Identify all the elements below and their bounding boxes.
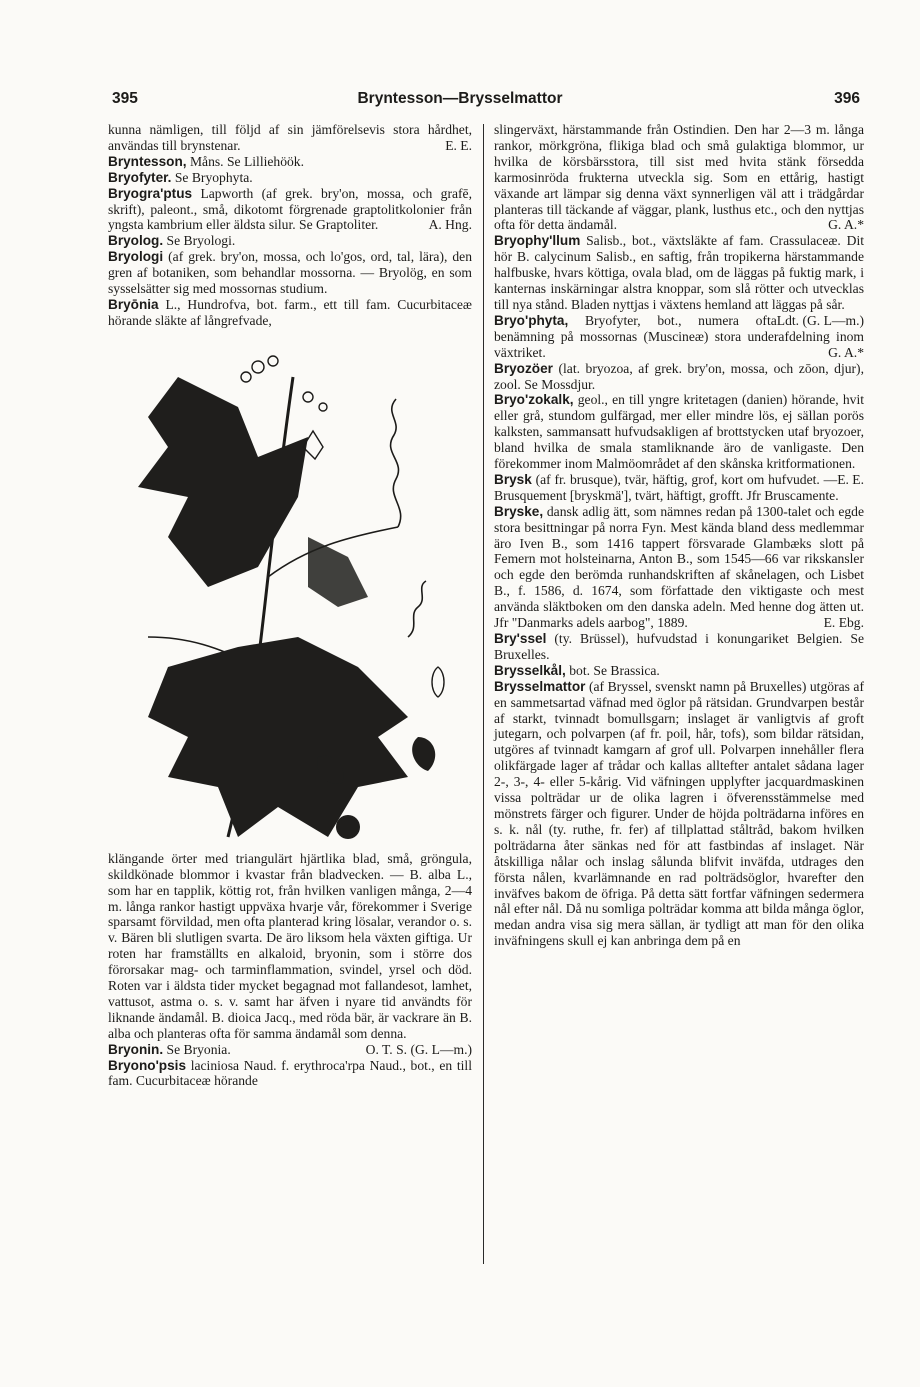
entry-text: (ty. Brüssel), hufvudstad i konungariket Belgien. Se Bruxelles. bbox=[494, 631, 864, 662]
headword: Bryophy'llum bbox=[494, 233, 581, 249]
bryonia-illustration bbox=[108, 337, 472, 847]
entry-text: laciniosa Naud. f. erythroca'rpa Naud., bot., en till fam. Cucurbitaceæ hörande bbox=[108, 1057, 472, 1089]
entry-bryske bbox=[494, 504, 864, 631]
headword: Brysk bbox=[494, 471, 532, 487]
entry-text: kunna nämligen, till följd af sin jämförelsevis stora hårdhet, användas till brynstenar. bbox=[108, 122, 472, 153]
headword: Bryologi bbox=[108, 249, 164, 265]
entry-text: (af fr. brusque), tvär, häftig, grof, kort om hufvudet. — Brusquement [bryskmä'], tvärt, häftigt, grofft. Jfr Bruscamente. bbox=[494, 471, 839, 503]
entry-text: (lat. bryozoa, af grek. bry'on, mossa, och zōon, djur), zool. Se Mossdjur. bbox=[494, 360, 864, 392]
entry-brysk bbox=[494, 472, 864, 504]
entry-text: Se Bryonia. bbox=[166, 1041, 231, 1057]
entry-text: Måns. Se Lilliehöök. bbox=[189, 153, 304, 169]
author-signature: G. A.* bbox=[828, 217, 864, 233]
entry-text: dansk adlig ätt, som nämnes redan på 1300-talet och egde stora besittningar på norra Fyn. Mest kända bland dess medlemmar äro Iven B., som 1416 tappert försvarade Glambæks slott på Femern mot holsteinarna, Anton B., som 1545—66 var rikskansler och egde den berömda runhandskriften af skånelagen, och Lisbet B., f. 1586, d. 1674, som författade den viktigaste och mest använda släktboken om den danska adeln. Med henne dog ätten ut. Jfr "Danmarks adels aarbog", 1889. bbox=[494, 503, 864, 631]
right-page-number: 396 bbox=[834, 90, 860, 107]
headword: Bry'ssel bbox=[494, 631, 547, 646]
entry-text: Bryofyter, bot., numera ofta benämning på mossornas (Muscineæ) stora underafdelning inom växtriket. bbox=[494, 312, 864, 360]
entry-text: geol., en till yngre kritetagen (danien) hörande, hvit eller grå, stundom gulfärgad, mer eller mindre lös, ej sällan porös kalksten, sammansatt hufvudsakligen af brottstycken utaf bryozoer, bland hvilka de smala stamliknande äro de vanligaste. Den förekommer inom Malmöområdet af den skånska kritformationen. bbox=[494, 392, 865, 472]
entry-bryograptus bbox=[108, 186, 472, 234]
running-head-title: Bryntesson—Brysselmattor bbox=[357, 90, 563, 107]
entry-bryssel bbox=[494, 631, 864, 663]
headword: Bryozöer bbox=[494, 360, 553, 376]
entry-text: (af Bryssel, svenskt namn på Bruxelles) utgöras af en sammetsartad väfnad med öglor på rätsidan. Grundvarpen består af starkt, tvinnadt bomullsgarn; inslaget är vanligtvis af groft jutegarn, och polvarpen (af fr. poil, hår, tofs), som bildar rätsidan, utgöres af tvinnadt kamgarn af grof ull. Polvarpen innehåller flera olikfärgade lager af trådar och kallas alltefter antalet sådana lager 2-, 3-, 4- eller 5-kårig. Vid väfningen upplyfter jacquardmaskinen vissa polträdar ur de olika lagren i öfverensstämmelse med mönstrets färger och figurer. Under de höjda polträdarna införes en s. k. nål (ty. ruthe, fr. fer) af tillplattad ståltråd, bakom hvilken polträdarna åter sänkas ned för att fastbindas af inslaget. När åtskilliga nålar och inslag sålunda blifvit inväfda, utdrages den första nålen, kvarlämnande en rad polträdsöglor, hvarefter den inväfves bakom de öfriga. På detta sätt fortfar väfningen sedermera nål efter nål. Då nu somliga polträdar komma att bilda många öglor, medan andra visa sig mera sällan, är tydligt att man för den olika inväfningens skull ej kan anbringa dem på en bbox=[494, 678, 864, 949]
entry-bryntesson bbox=[108, 154, 472, 170]
author-signature: G. A.* bbox=[828, 344, 864, 360]
entry-bryonia bbox=[108, 297, 472, 329]
headword: Brysselmattor bbox=[494, 678, 586, 694]
entry-text: slingerväxt, härstammande från Ostindien. Den har 2—3 m. långa rankor, mörkgröna, flikiga blad och små gulaktiga blommor, ur hvilka de körsbärsstora, till sist med hvita stänk försedda karmosinröda frukterna utveckla sig. Som en ettårig, hastigt växande art lämpar sig denna växt synnerligen väl att i trädgårdar planteras till täckande af väggar, plank, lusthus etc., och den nyttjas ofta för detta ändamål. bbox=[494, 122, 864, 233]
left-column bbox=[108, 122, 472, 1089]
entry-text: L., Hundrofva, bot. farm., ett till fam. Cucurbitaceæ hörande släkte af långrefvade, bbox=[108, 296, 472, 328]
author-signature: A. Hng. bbox=[428, 217, 472, 233]
entry-continuation bbox=[108, 122, 472, 154]
author-signature: Ldt. (G. L—m.) bbox=[776, 312, 864, 328]
entry-text: Salisb., bot., växtsläkte af fam. Crassulaceæ. Dit hör B. calycinum Salisb., en saftig, från tropikerna härstammande halfbuske, hvars köttiga, ovala blad, om de läggas på fuktig mark, i kanternas inskärningar alstra knoppar, som slå rötter och utvecklas till nya stånd. Bladen nyttjas i växtens hemland att läggas på sår. bbox=[494, 233, 864, 312]
entry-text: Se Bryologi. bbox=[166, 233, 236, 249]
headword: Bryōnia bbox=[108, 296, 159, 312]
entry-text: klängande örter med triangulärt hjärtlika blad, små, gröngula, skildkönade blommor i kvastar från bladvecken. — B. alba L., som har en tapplik, köttig rot, från hvilken vanligen många, 2—4 m. långa rankor hastigt uppväxa hvarje vår, förekommer i Sverige sparsamt förvildad, men ofta planterad kring lösalar, verandor o. s. v. Bären bli slutligen svarta. De äro liksom hela växten giftiga. Ur roten har framställts en alkaloid, bryonin, som i större dos förorsakar mag- och tarminflammation, svindel, yrsel och död. Roten var i äldsta tider mycket begagnad mot fallandesot, lamhet, vattusot, astma o. s. v. samt har äfven i nyare tid användts för liknande ändamål. B. dioica Jacq., med röda bär, är vackrare än B. alba och planteras ofta för samma ändamål som denna. bbox=[108, 850, 472, 1041]
headword: Bryono'psis bbox=[108, 1057, 187, 1073]
entry-bryozoer bbox=[494, 361, 864, 393]
column-divider bbox=[483, 124, 484, 1264]
entry-continuation bbox=[494, 122, 864, 233]
left-page-number: 395 bbox=[112, 90, 138, 107]
entry-bryologi bbox=[108, 249, 472, 297]
entry-brysselkal bbox=[494, 663, 864, 679]
headword: Bryske, bbox=[494, 503, 544, 519]
author-signature: E. E. bbox=[445, 137, 472, 153]
entry-brysselmattor bbox=[494, 679, 864, 949]
entry-text: Se Bryophyta. bbox=[174, 169, 253, 185]
entry-text: Lapworth (af grek. bry'on, mossa, och grafē, skrift), paleont., små, dikotomt förgrenade graptolitkolonier från yngsta kambrium eller äldsta silur. Se Graptoliter. bbox=[108, 185, 472, 233]
headword: Bryo'phyta, bbox=[494, 312, 569, 328]
headword: Bryofyter. bbox=[108, 169, 172, 185]
entry-bryolog bbox=[108, 233, 472, 249]
headword: Bryonin. bbox=[108, 1041, 164, 1057]
headword: Bryogra'ptus bbox=[108, 185, 193, 201]
headword: Brysselkål, bbox=[494, 662, 566, 678]
entry-bryonopsis bbox=[108, 1058, 472, 1090]
author-signature: E. Ebg. bbox=[823, 615, 864, 631]
headword: Bryntesson, bbox=[108, 153, 187, 169]
bryonia-plant-drawing bbox=[108, 337, 472, 847]
author-signature: E. E. bbox=[837, 471, 864, 487]
right-column bbox=[494, 122, 864, 949]
headword: Bryo'zokalk, bbox=[494, 392, 574, 408]
author-signature: O. T. S. (G. L—m.) bbox=[365, 1041, 472, 1057]
entry-text: bot. Se Brassica. bbox=[569, 662, 660, 678]
headword: Bryolog. bbox=[108, 233, 164, 249]
entry-bryofyter bbox=[108, 170, 472, 186]
entry-text: (af grek. bry'on, mossa, och lo'gos, ord, tal, lära), den gren af botaniken, som behandlar mossorna. — Bryolög, en som sysselsätter sig med mossornas studium. bbox=[108, 249, 473, 297]
